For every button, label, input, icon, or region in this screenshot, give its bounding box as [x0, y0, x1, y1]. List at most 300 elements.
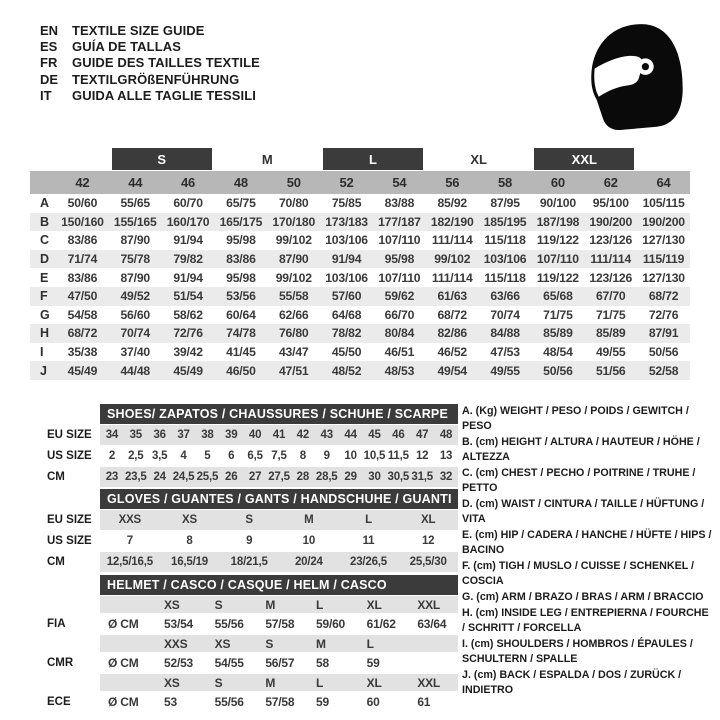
legend-text: BACK / ESPALDA / DOS / ZURÜCK / INDIETRO — [462, 669, 682, 696]
table-row — [30, 250, 690, 269]
cell-value: 13 — [439, 450, 453, 462]
legend-text: SHOULDERS / HOMBROS / ÉPAULES / SCHULTERN / SPALLE — [462, 638, 693, 665]
helmet-size-label: L — [316, 675, 324, 690]
cell-value: 28,5 — [315, 471, 338, 483]
cell-value: 58 — [316, 656, 329, 670]
cell-value: 10 — [302, 535, 316, 547]
helmet-size-row — [30, 596, 458, 613]
legend-key: J. — [462, 669, 474, 681]
table-row — [30, 194, 690, 213]
cell-value: 11 — [362, 535, 375, 547]
helmet-size-label: M — [316, 636, 326, 651]
gloves-section — [30, 489, 458, 572]
unit-label: Ø CM — [108, 656, 139, 670]
legend-unit: (cm) — [475, 467, 502, 479]
size-value: 119/122 — [536, 233, 579, 248]
legend-item — [462, 404, 714, 434]
size-value: 50/56 — [648, 345, 679, 360]
cell-value: L — [365, 514, 372, 526]
size-value: 95/100 — [592, 196, 629, 211]
size-value: 127/130 — [642, 270, 685, 285]
cell-value: 10 — [344, 450, 357, 462]
cell-value: 8 — [299, 450, 306, 462]
language-list — [40, 22, 260, 104]
cell-value: 20/24 — [294, 556, 323, 568]
unit-spacer — [100, 635, 154, 652]
cell-value: 28 — [296, 471, 310, 483]
size-value: 70/74 — [120, 326, 150, 341]
size-value: 68/72 — [437, 307, 467, 322]
legend-item — [462, 590, 714, 605]
legend-item — [462, 668, 714, 698]
cell-value: 35 — [129, 429, 142, 441]
cell-value: 48 — [439, 429, 453, 441]
legend-unit: (cm) — [475, 436, 502, 448]
row-values — [100, 531, 458, 551]
cell-value: 7,5 — [271, 450, 287, 462]
row-label — [30, 635, 100, 652]
size-value: 50/60 — [67, 196, 98, 211]
cell-value: 3,5 — [151, 450, 168, 462]
cell-value: 59 — [366, 656, 380, 670]
size-value: 51/54 — [173, 289, 203, 304]
row-label: EU SIZE — [47, 514, 92, 526]
row-values — [56, 324, 690, 343]
size-value: 127/130 — [642, 233, 685, 248]
helmet-size-label: S — [265, 636, 274, 651]
row-label: US SIZE — [47, 535, 92, 547]
size-value: 170/180 — [272, 214, 316, 229]
row-values — [100, 510, 458, 530]
cell-value: 30 — [368, 471, 381, 483]
cell-value: 2,5 — [128, 450, 144, 462]
table-row — [30, 467, 458, 487]
size-value: 107/110 — [378, 270, 421, 285]
size-value: 35/38 — [67, 345, 98, 360]
table-row — [30, 213, 690, 232]
cell-value — [407, 653, 458, 673]
cell-value: 29 — [344, 471, 357, 483]
size-value: 74/78 — [226, 326, 256, 341]
legend-unit: (Kg) — [475, 405, 501, 417]
size-value: 103/106 — [325, 233, 368, 248]
shoes-rows — [30, 425, 458, 487]
helmet-size-label: L — [366, 636, 374, 651]
size-value: 50/56 — [543, 363, 573, 378]
row-label: ECE — [47, 696, 71, 708]
legend-unit: (cm) — [473, 560, 499, 572]
size-value: 85/89 — [543, 326, 573, 341]
legend-item — [462, 466, 714, 496]
size-value: 70/74 — [490, 307, 520, 322]
size-value: 47/50 — [67, 289, 98, 304]
size-value: 87/95 — [490, 196, 520, 211]
legend-item — [462, 637, 714, 667]
table-row — [30, 552, 458, 572]
size-value: 71/75 — [595, 307, 626, 322]
helmet-size-label: S — [214, 597, 223, 612]
helmet-size-label: XXL — [417, 597, 441, 612]
size-value: 71/75 — [543, 307, 573, 322]
size-value: 182/190 — [430, 214, 474, 229]
row-label: CM — [47, 471, 65, 483]
size-value: 95/98 — [226, 270, 256, 285]
unit-label: Ø CM — [108, 695, 139, 709]
row-values — [56, 343, 690, 362]
size-value: 107/110 — [378, 233, 421, 248]
size-value: 47/53 — [490, 345, 520, 360]
legend-text: HIP / CADERA / HANCHE / HÜFTE / HIPS / BACINO — [462, 529, 712, 556]
cell-value: 2 — [108, 450, 116, 462]
language-code: EN — [40, 22, 59, 38]
row-letter: A — [40, 196, 50, 211]
helmet-value-row — [30, 614, 458, 634]
size-value: 119/122 — [536, 270, 579, 285]
size-value: 84/88 — [490, 326, 520, 341]
size-group-label: XXL — [534, 148, 634, 170]
cell-value: 45 — [368, 429, 381, 441]
size-value: 55/65 — [120, 196, 150, 211]
size-value: 57/60 — [331, 289, 362, 304]
size-value: 44/48 — [120, 363, 150, 378]
cell-value: 12 — [415, 450, 429, 462]
row-values — [56, 250, 690, 269]
size-value: 76/80 — [278, 326, 309, 341]
row-values — [56, 268, 690, 287]
row-values — [56, 306, 690, 325]
legend-text: INSIDE LEG / ENTREPIERNA / FOURCHE / SCHRITT / FORCELLA — [462, 607, 709, 634]
helmet-size-label: L — [316, 597, 324, 612]
table-row — [30, 306, 690, 325]
row-letter: F — [40, 289, 48, 304]
size-column-header: 42 — [75, 175, 90, 190]
helmet-size-label: XS — [164, 597, 180, 612]
cell-value: 59 — [316, 695, 329, 709]
size-value: 99/102 — [434, 252, 471, 267]
cell-value: 61/62 — [366, 617, 396, 631]
cell-value: 39 — [225, 429, 238, 441]
row-values — [100, 674, 458, 691]
cell-value: 23/26,5 — [350, 556, 387, 568]
cell-value: 25,5 — [196, 471, 219, 483]
size-value: 107/110 — [536, 252, 579, 267]
cell-value: 42 — [296, 429, 310, 441]
size-value: 65/68 — [543, 289, 573, 304]
size-value: 60/64 — [226, 307, 256, 322]
cell-value: M — [304, 514, 314, 526]
size-column-cells — [56, 171, 690, 194]
size-value: 53/56 — [226, 289, 256, 304]
gloves-title: GLOVES / GUANTES / GANTS / HANDSCHUHE / GUANTI — [100, 489, 458, 509]
helmet-size-label: S — [214, 675, 223, 690]
cell-value: 27,5 — [268, 471, 290, 483]
row-label: CMR — [47, 657, 74, 669]
helmet-size-label: XXL — [417, 675, 441, 690]
cell-value: 38 — [201, 429, 214, 441]
row-letter: J — [40, 363, 47, 378]
helmet-icon-svg — [582, 20, 686, 134]
helmet-value-row — [30, 692, 458, 712]
size-value: 48/53 — [384, 363, 415, 378]
size-value: 49/54 — [437, 363, 467, 378]
size-value: 87/90 — [278, 252, 309, 267]
cell-value: 36 — [153, 429, 166, 441]
size-value: 91/94 — [173, 233, 203, 248]
size-value: 61/63 — [437, 289, 467, 304]
size-value: 71/74 — [67, 252, 98, 267]
measurement-legend — [462, 404, 714, 699]
cell-value: 25,5/30 — [409, 556, 447, 568]
row-label: FIA — [47, 618, 66, 630]
cell-value: 23 — [105, 471, 119, 483]
size-value: 91/94 — [173, 270, 203, 285]
legend-key: E. — [462, 529, 476, 541]
cell-value: 43 — [320, 429, 333, 441]
size-value: 123/126 — [589, 270, 633, 285]
shoes-section — [30, 404, 458, 487]
cell-value: 12,5/16,5 — [106, 556, 153, 568]
size-value: 48/54 — [543, 345, 573, 360]
cell-value: 59/60 — [316, 617, 346, 631]
legend-item — [462, 606, 714, 636]
helmet-size-label: XL — [366, 597, 382, 612]
language-label: GUIDA ALLE TAGLIE TESSILI — [72, 88, 257, 104]
gloves-rows — [30, 510, 458, 572]
size-value: 51/56 — [595, 363, 626, 378]
cell-value: 6,5 — [247, 450, 263, 462]
helmet-icon — [582, 20, 686, 134]
size-value: 56/60 — [120, 307, 150, 322]
size-value: 150/160 — [61, 214, 104, 229]
legend-item — [462, 435, 714, 465]
language-label: TEXTILGRÖßENFÜHRUNG — [72, 71, 240, 87]
row-values — [100, 653, 458, 673]
legend-key: F. — [462, 560, 474, 572]
size-value: 187/198 — [536, 214, 580, 229]
cell-value: 52/53 — [164, 656, 194, 670]
cell-value: 26 — [225, 471, 238, 483]
table-row — [30, 446, 458, 466]
size-value: 82/86 — [437, 326, 467, 341]
legend-key: C. — [462, 467, 476, 479]
language-row — [40, 88, 260, 104]
language-label: GUÍA DE TALLAS — [72, 39, 182, 55]
helmet-size-label — [407, 635, 458, 652]
size-value: 177/187 — [378, 214, 421, 229]
table-row — [30, 287, 690, 306]
row-letter: E — [40, 270, 49, 285]
cell-value: 24,5 — [172, 471, 195, 483]
size-column-header: 64 — [656, 175, 671, 190]
size-column-header: 62 — [603, 175, 618, 190]
size-value: 95/98 — [226, 233, 256, 248]
cell-value: XS — [182, 514, 197, 526]
size-value: 68/72 — [648, 289, 679, 304]
table-row — [30, 343, 690, 362]
cell-value: 56/57 — [265, 656, 295, 670]
helmet-size-label: M — [265, 597, 276, 612]
cell-value: 37 — [177, 429, 190, 441]
size-value: 111/114 — [431, 233, 473, 248]
size-value: 123/126 — [589, 233, 633, 248]
row-values — [56, 361, 690, 380]
size-value: 75/78 — [120, 252, 150, 267]
row-letter: G — [40, 307, 50, 322]
size-value: 103/106 — [325, 270, 368, 285]
size-column-header: 54 — [392, 175, 407, 190]
size-group-label: S — [112, 148, 212, 170]
row-label — [30, 596, 100, 613]
row-letter: B — [40, 214, 50, 229]
cell-value: 54/55 — [214, 656, 244, 670]
size-value: 79/82 — [173, 252, 203, 267]
size-value: 70/80 — [278, 196, 309, 211]
size-value: 99/102 — [275, 270, 312, 285]
size-value: 66/70 — [384, 307, 415, 322]
cell-value: 44 — [344, 429, 357, 441]
table-row — [30, 425, 458, 445]
size-column-header: 58 — [498, 175, 513, 190]
table-row — [30, 510, 458, 530]
row-values — [100, 635, 458, 652]
cell-value: 40 — [248, 429, 262, 441]
size-value: 62/66 — [278, 307, 309, 322]
size-value: 87/91 — [648, 326, 679, 341]
table-row — [30, 361, 690, 380]
size-value: 49/55 — [595, 345, 626, 360]
row-values — [100, 692, 458, 712]
language-label: GUIDE DES TAILLES TEXTILE — [72, 55, 260, 71]
size-value: 99/102 — [275, 233, 312, 248]
size-column-header: 60 — [550, 175, 565, 190]
language-code: IT — [40, 88, 52, 104]
row-label — [30, 674, 100, 691]
size-value: 72/76 — [648, 307, 679, 322]
legend-unit: (cm) — [475, 498, 502, 510]
row-values — [100, 467, 458, 487]
table-row — [30, 231, 690, 250]
size-value: 185/195 — [483, 214, 527, 229]
language-row — [40, 55, 260, 71]
table-row — [30, 268, 690, 287]
size-value: 83/86 — [67, 270, 98, 285]
textile-size-table — [30, 148, 690, 380]
language-row — [40, 38, 260, 54]
row-letter: H — [40, 326, 50, 341]
row-letter: I — [40, 345, 44, 360]
cell-value: 55/56 — [214, 617, 244, 631]
legend-text: ARM / BRAZO / BRAS / ARM / BRACCIO — [501, 591, 704, 603]
cell-value: 57/58 — [265, 617, 295, 631]
size-column-header: 50 — [286, 175, 301, 190]
size-value: 87/90 — [120, 270, 150, 285]
cell-value: 30,5 — [387, 471, 410, 483]
size-value: 103/106 — [483, 252, 527, 267]
size-value: 115/118 — [484, 270, 526, 285]
size-value: 65/75 — [226, 196, 256, 211]
size-group-label: M — [261, 151, 273, 167]
size-value: 85/92 — [437, 196, 467, 211]
size-value: 54/58 — [67, 307, 98, 322]
size-group-label: L — [323, 148, 423, 170]
size-value: 37/40 — [120, 345, 150, 360]
size-value: 45/49 — [67, 363, 98, 378]
size-value: 45/49 — [173, 363, 203, 378]
legend-key: G. — [462, 591, 477, 603]
legend-item — [462, 528, 714, 558]
size-value: 63/66 — [490, 289, 520, 304]
size-value: 95/98 — [384, 252, 415, 267]
size-value: 59/62 — [384, 289, 415, 304]
size-value: 60/70 — [173, 196, 203, 211]
cell-value: 10,5 — [363, 450, 386, 462]
helmet-size-label: XL — [366, 675, 382, 690]
size-value: 46/51 — [384, 345, 415, 360]
row-label: CM — [47, 556, 65, 568]
legend-text: HEIGHT / ALTURA / HAUTEUR / HÖHE / ALTEZZA — [462, 436, 700, 463]
legend-unit: (cm) — [475, 607, 502, 619]
helmet-rows — [30, 596, 458, 712]
legend-unit: (cm) — [476, 591, 502, 603]
size-value: 83/86 — [67, 233, 98, 248]
cell-value: 53/54 — [164, 617, 194, 631]
cell-value: 31,5 — [411, 471, 433, 483]
size-value: 64/68 — [331, 307, 362, 322]
size-value: 46/50 — [226, 363, 256, 378]
size-value: 52/58 — [648, 363, 679, 378]
size-value: 67/70 — [595, 289, 626, 304]
size-value: 91/94 — [331, 252, 362, 267]
legend-item — [462, 497, 714, 527]
size-value: 190/200 — [589, 214, 633, 229]
size-value: 41/45 — [226, 345, 256, 360]
cell-value: 4 — [180, 450, 187, 462]
size-value: 58/62 — [173, 307, 203, 322]
size-value: 87/90 — [120, 233, 150, 248]
cell-value: 7 — [126, 535, 133, 547]
cell-value: 9 — [323, 450, 330, 462]
cell-value: 9 — [246, 535, 253, 547]
row-values — [56, 287, 690, 306]
row-values — [100, 425, 458, 445]
cell-value: 34 — [105, 429, 119, 441]
cell-value: 8 — [186, 535, 193, 547]
cell-value: 6 — [228, 450, 235, 462]
size-value: 48/52 — [331, 363, 362, 378]
cell-value: 46 — [392, 429, 405, 441]
cell-value: 16,5/19 — [171, 556, 208, 568]
legend-key: H. — [462, 607, 476, 619]
language-code: FR — [40, 55, 58, 71]
size-value: 85/89 — [595, 326, 626, 341]
helmet-size-label: XS — [214, 636, 231, 651]
language-row — [40, 22, 260, 38]
language-code: DE — [40, 71, 59, 87]
row-values — [56, 194, 690, 213]
size-value: 49/55 — [490, 363, 520, 378]
size-group-label: XL — [470, 151, 487, 167]
legend-key: A. — [462, 405, 476, 417]
size-group-header — [30, 148, 690, 170]
legend-unit: (cm) — [473, 669, 500, 681]
row-letter: C — [40, 233, 50, 248]
group-header-spacer — [30, 148, 56, 170]
size-value: 90/100 — [539, 196, 576, 211]
helmet-title: HELMET / CASCO / CASQUE / HELM / CASCO — [100, 575, 458, 595]
size-value: 75/85 — [331, 196, 362, 211]
legend-unit: (cm) — [475, 529, 501, 541]
helmet-size-row — [30, 674, 458, 691]
